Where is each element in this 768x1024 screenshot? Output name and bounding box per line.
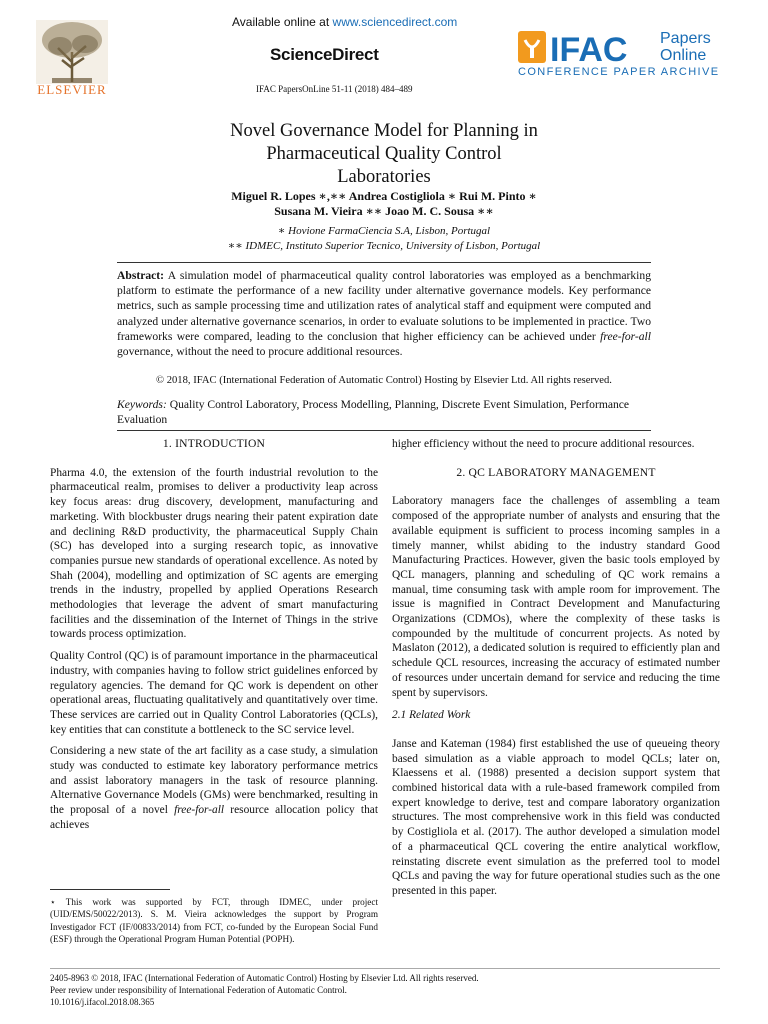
journal-reference: IFAC PapersOnLine 51-11 (2018) 484–489 [256,84,413,94]
keywords [117,397,651,427]
qc-management-paragraph: Laboratory managers face the challenges of assembling a team composed of the appropriate number of analysts and ensuring that the available equipment is sufficient to process incoming samples in a timely manner, whilst abiding to the industry standard Good Manufacturing Practices. However, given the basic tools employed by QCL managers, planning and scheduling of QC work remains a manual, time consuming task with ample room for improvement. The issue is magnified in Contract Development and Manufacturing Organizations (CDMOs), where the complexity of these tasks is compounded by the multitude of concurrent projects. As noted by Maslaton (2012), a dedicated solution is required to efficiently plan and schedule QCL resources, increasing the accuracy of estimated number of resources under uncertain demand for service and reducing the time spent by supervisors. [392,495,720,699]
section-2-heading: 2. QC LABORATORY MANAGEMENT [456,465,656,479]
continued-paragraph: higher efficiency without the need to procure additional resources. [392,438,695,450]
section-1-heading: 1. INTRODUCTION [162,437,266,450]
intro-p3-tail: resource allocation policy that achieves [50,804,379,831]
authors-line-1: Miguel R. Lopes ∗,∗∗ Andrea Costigliola ∗ Rui M. Pinto ∗ [231,189,537,203]
authors-line-2: Susana M. Vieira ∗∗ Joao M. C. Sousa ∗∗ [274,204,494,218]
affiliation-1: ∗ Hovione FarmaCiencia S.A, Lisbon, Portugal [277,225,491,237]
keywords-bottom-rule [117,430,651,431]
intro-paragraph-2: Quality Control (QC) is of paramount importance in the pharmaceutical industry, with companies having to follow strict guidelines enforced by regulatory agencies. The demand for QC work is dependent on other operational areas, fluctuating qualitatively and quantitatively over time. These services are carried out in Quality Control Laboratories (QCLs), key entities that can constitute a bottleneck to the SC service level. [50,650,378,736]
left-column [50,437,378,877]
right-column [392,437,720,965]
title-line-3: Laboratories [337,167,431,187]
footer-rule [50,968,720,969]
available-prefix: Available online at [232,15,333,29]
keywords-text: Quality Control Laboratory, Process Modelling, Planning, Discrete Event Simulation, Performance Evaluation [117,398,630,427]
affiliations [90,224,678,254]
ifac-text: IFAC [550,31,628,69]
abstract [117,268,651,359]
abstract-emph: free-for-all [600,329,651,343]
footer-line-1: 2405-8963 © 2018, IFAC (International Federation of Automatic Control) Hosting by Elsevier Ltd. All rights reserved. [50,973,479,983]
online-text: Online [660,47,707,64]
sciencedirect-wordmark: ScienceDirect [270,45,379,64]
keywords-label: Keywords: [117,398,167,411]
copyright-line: © 2018, IFAC (International Federation of Automatic Control) Hosting by Elsevier Ltd. All rights reserved. [156,375,612,386]
intro-paragraph-3 [50,744,378,832]
footnote-rule [50,889,170,890]
footer-doi[interactable]: 10.1016/j.ifacol.2018.08.365 [50,997,155,1007]
papers-text: Papers [660,30,711,47]
paper-title [90,120,678,189]
intro-p3-text: Considering a new state of the art facility as a case study, a simulation study was conducted to estimate key laboratory performance metrics and assist laboratory managers in the task of resource planning. Alternative Governance Models (GMs) were benchmarked, resulting in the proposal of a novel [50,745,378,817]
elsevier-wordmark: ELSEVIER [37,82,107,97]
affiliation-2: ∗∗ IDMEC, Instituto Superior Tecnico, University of Lisbon, Portugal [227,240,541,252]
title-line-2: Pharmaceutical Quality Control [266,144,502,164]
intro-paragraph-1: Pharma 4.0, the extension of the fourth industrial revolution to the pharmaceutical realm, promises to deliver a productivity leap across key focus areas: drug discovery, development, manufacturing and marketing. With blockbuster drugs nearing their patent expiration date and declining R&D productivity, the pharmaceutical Supply Chain (SC) has developed into a surging research topic, as innovative companies pursue new standards of operational excellence. As noted by Shah (2004), modelling and optimization of SC agents are emerging trends in the industry, propelled by applied Operations Research methodologies that leverage the advent of smart manufacturing facilities and the dissemination of the Internet of Things in the strive towards process optimization. [50,466,378,641]
footer-line-2: Peer review under responsibility of International Federation of Automatic Control. [50,985,347,995]
authors [90,189,678,219]
intro-p3-emph: free-for-all [174,804,225,817]
abstract-text: A simulation model of pharmaceutical quality control laboratories was employed as a benchmarking platform to estimate the performance of a new facility under alternative governance models. Key performance metrics, such as sample processing time and utilization rates of analytical staff and equipment were computed and analyzed under alternative governance scenarios, in order to evaluate solutions to be implemented in practice. Two frameworks were compared, leading to the conclusion that higher efficiency can be achieved under [117,269,651,343]
subsection-2-1-heading: 2.1 Related Work [392,709,471,722]
abstract-top-rule [117,262,651,263]
page-footer [50,972,720,1008]
related-work-paragraph: Janse and Kateman (1984) first established the use of queueing theory based simulation as a viable approach to model QCLs; later on, Klaessens et al. (1988) presented a decision support system that combined historical data with a rule-based framework compiled from expert knowledge to derive, test and compare laboratory organization structures. The most comprehensive work in this field was conducted by Costigliola et al. (2017). The author developed a simulation model of a pharmaceutical QCL covering the entire analytical workflow, reinstating discrete event simulation as the preferred tool to model QCLs and paving the way for future operational studies such as the one presented in this paper. [392,737,720,897]
abstract-label: Abstract: [117,269,165,282]
conference-paper-archive: CONFERENCE PAPER ARCHIVE [518,66,720,78]
available-online-line [232,15,457,29]
sciencedirect-link[interactable]: www.sciencedirect.com [332,15,458,29]
abstract-tail: governance, without the need to procure additional resources. [117,345,403,359]
footnote: ⋆ This work was supported by FCT, through IDMEC, under project (UID/EMS/50022/2013). S. M. Vieira acknowledges the support by Program Investigador FCT (IF/00833/2014) from FCT, co-funded by the European Social Fund (ESF) through the Operational Program Human Potential (POPH). [50,897,378,944]
title-line-1: Novel Governance Model for Planning in [230,121,538,141]
